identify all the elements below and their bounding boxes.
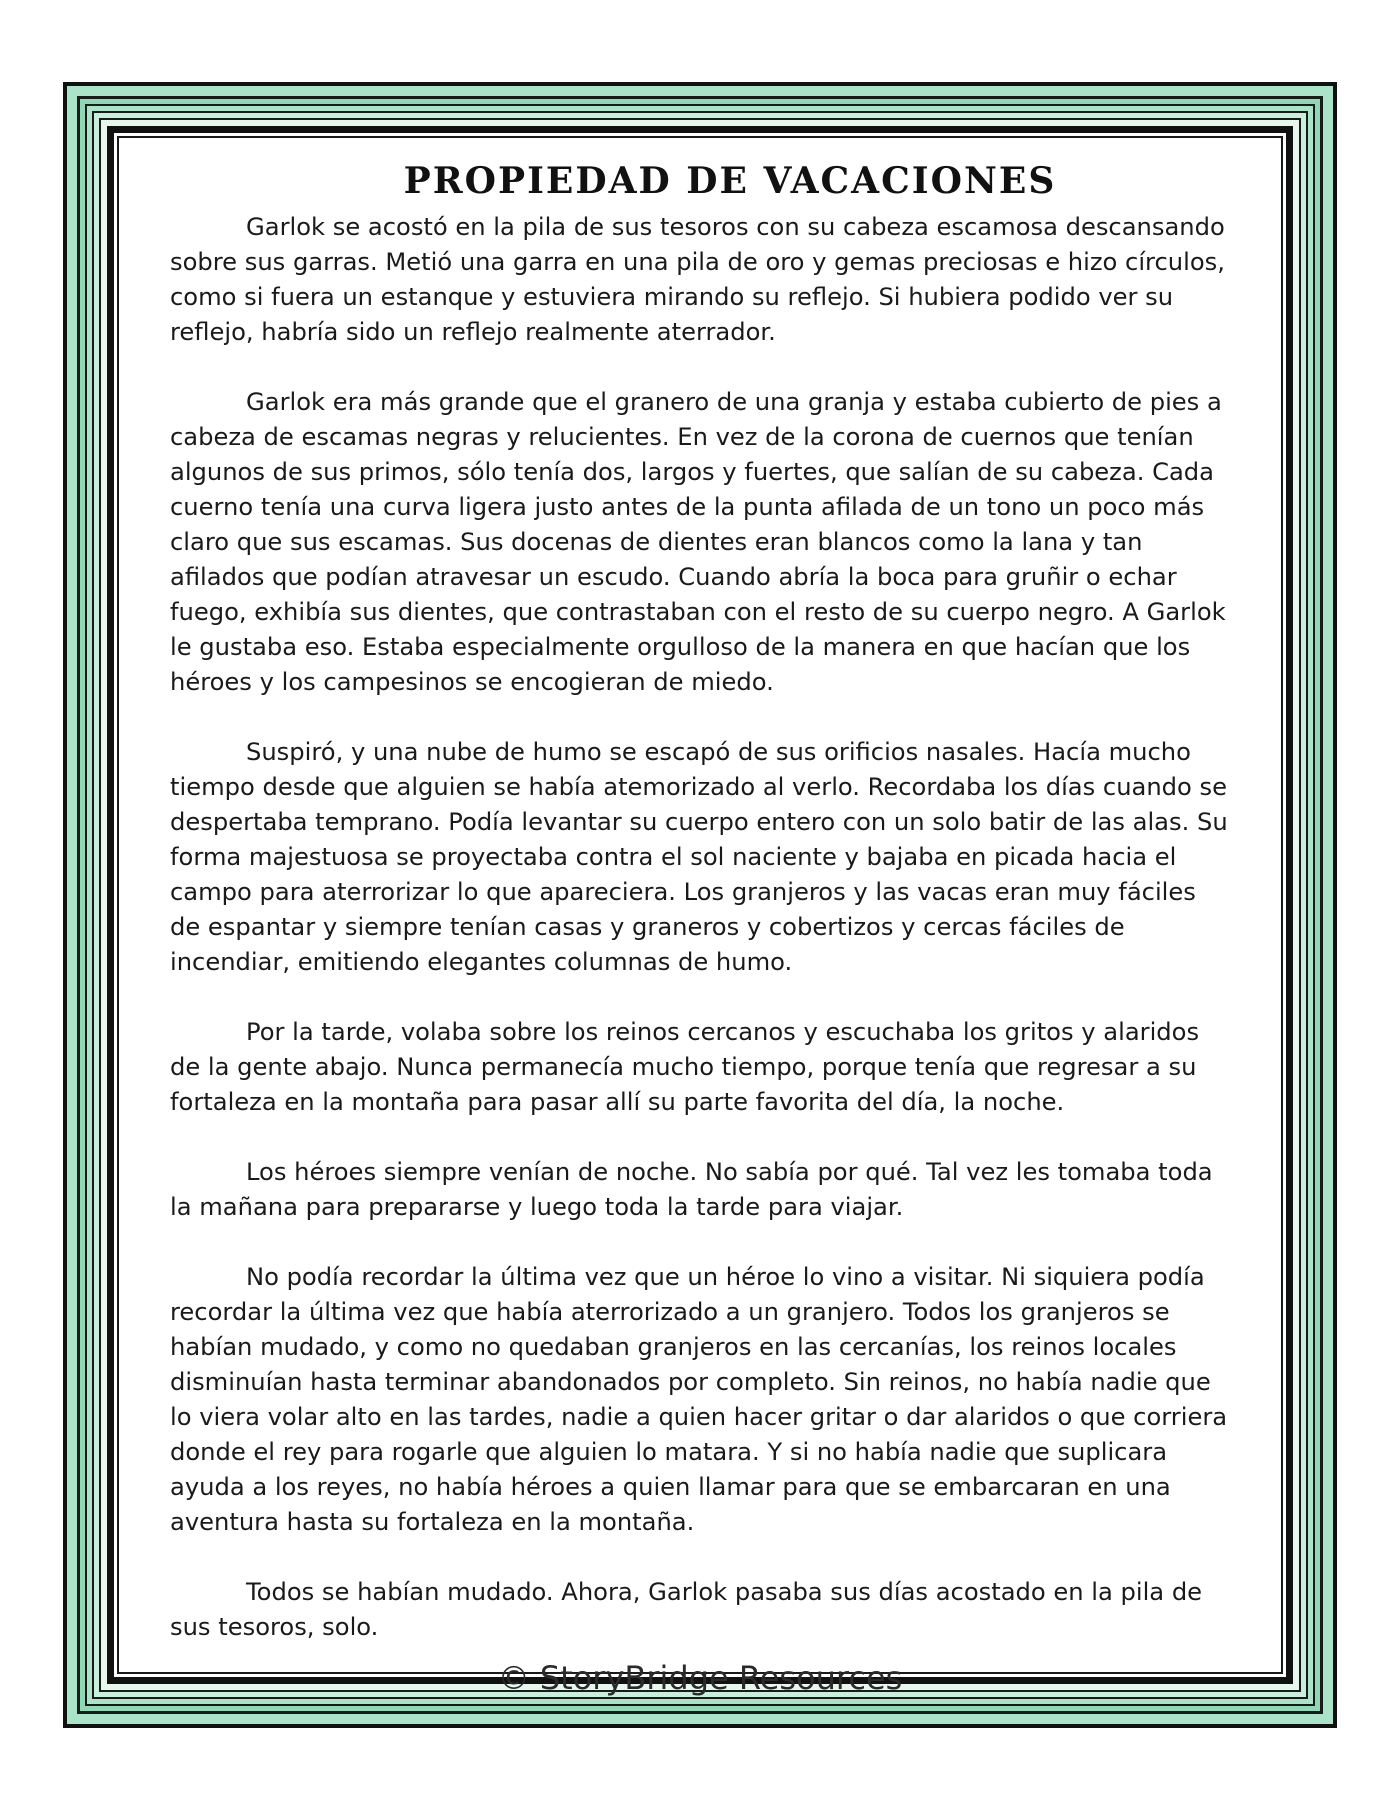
paragraph: Suspiró, y una nube de humo se escapó de sus orificios nasales. Hacía mucho tiempo desde que alguien se había atemorizado al verlo. Recordaba los días cuando se despertaba temprano. Podía levantar su cuerpo entero con un solo batir de las alas. Su forma majestuosa se proyectaba contra el sol naciente y bajaba en picada hacia el campo para aterrorizar lo que apareciera. Los granjeros y las vacas eran muy fáciles de espantar y siempre tenían casas y graneros y cobertizos y cercas fáciles de incendiar, emitiendo elegantes columnas de humo.	[170, 738, 1228, 976]
paragraph: Garlok era más grande que el granero de una granja y estaba cubierto de pies a cabeza de escamas negras y relucientes. En vez de la corona de cuernos que tenían algunos de sus primos, sólo tenía dos, largos y fuertes, que salían de su cabeza. Cada cuerno tenía una curva ligera justo antes de la punta afilada de un tono un poco más claro que sus escamas. Sus docenas de dientes eran blancos como la lana y tan afilados que podían atravesar un escudo. Cuando abría la boca para gruñir o echar fuego, exhibía sus dientes, que contrastaban con el resto de su cuerpo negro. A Garlok le gustaba eso. Estaba especialmente orgulloso de la manera en que hacían que los héroes y los campesinos se encogieran de miedo.	[170, 388, 1226, 696]
paragraph: No podía recordar la última vez que un héroe lo vino a visitar. Ni siquiera podía recordar la última vez que había aterrorizado a un granjero. Todos los granjeros se habían mudado, y como no quedaban granjeros en las cercanías, los reinos locales disminuían hasta terminar abandonados por completo. Sin reinos, no había nadie que lo viera volar alto en las tardes, nadie a quien hacer gritar o dar alaridos o que corriera donde el rey para rogarle que alguien lo matara. Y si no había nadie que suplicara ayuda a los reyes, no había héroes a quien llamar para que se embarcaran en una aventura hasta su fortaleza en la montaña.	[170, 1263, 1228, 1536]
copyright-footer: © StoryBridge Resources	[497, 1659, 903, 1697]
story-content	[170, 158, 1230, 1680]
paragraph: Garlok se acostó en la pila de sus tesoros con su cabeza escamosa descansando sobre sus garras. Metió una garra en una pila de oro y gemas preciosas e hizo círculos, como si fuera un estanque y estuviera mirando su reflejo. Si hubiera podido ver su reflejo, habría sido un reflejo realmente aterrador.	[170, 213, 1225, 346]
paragraph: Por la tarde, volaba sobre los reinos cercanos y escuchaba los gritos y alaridos de la gente abajo. Nunca permanecía mucho tiempo, porque tenía que regresar a su fortaleza en la montaña para pasar allí su parte favorita del día, la noche.	[170, 1018, 1200, 1116]
paragraph: Todos se habían mudado. Ahora, Garlok pasaba sus días acostado en la pila de sus tesoros, solo.	[170, 1578, 1203, 1641]
paragraph: Los héroes siempre venían de noche. No sabía por qué. Tal vez les tomaba toda la mañana para prepararse y luego toda la tarde para viajar.	[170, 1158, 1213, 1221]
story-title: PROPIEDAD DE VACACIONES	[403, 160, 1057, 202]
